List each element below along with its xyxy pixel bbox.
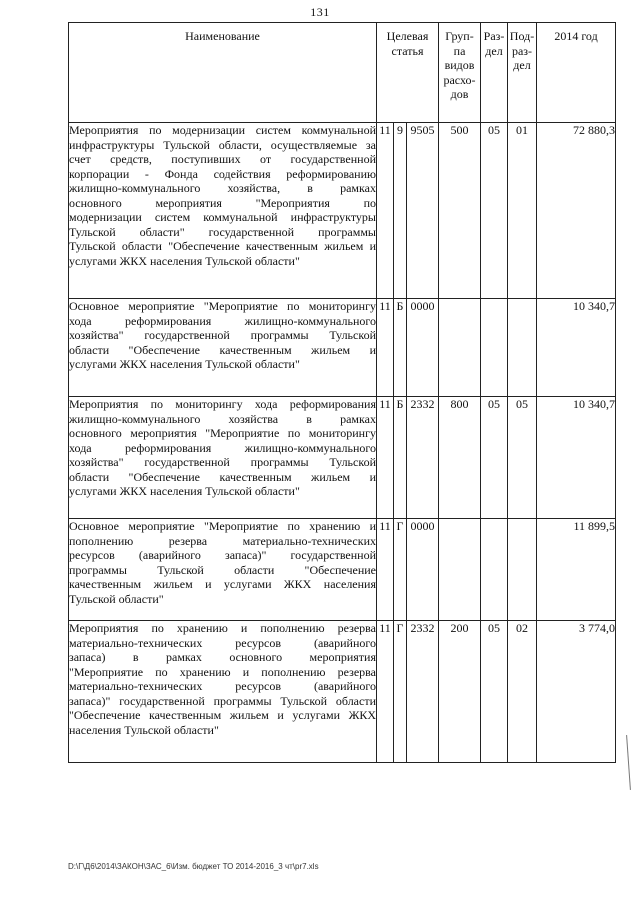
section-code — [481, 519, 508, 621]
row-name-line: услугами ЖКХ населения Тульской области" — [69, 484, 300, 498]
header-line: па — [453, 43, 466, 58]
row-name-line: Основное мероприятие "Мероприятие по хранению и — [69, 519, 376, 533]
code-program: 11 — [377, 621, 394, 763]
code-program: 11 — [377, 123, 394, 299]
budget-table — [68, 22, 616, 763]
code-program: 11 — [377, 299, 394, 397]
row-name-line: пополнению резерва материально-технических — [69, 533, 376, 548]
row-name-line: услугами ЖКХ населения Тульской области" — [69, 357, 300, 371]
row-name-line: области "Обеспечение качественным жильем и — [69, 469, 376, 484]
footer-file-path: D:\Г\Д6\2014\ЗАКОН\ЗАС_6\Изм. бюджет ТО 2014-2016_3 чт\pr7.xls — [68, 862, 319, 871]
row-name — [69, 397, 377, 519]
subsection-code: 05 — [508, 397, 537, 519]
code-direction: 2332 — [407, 621, 439, 763]
row-name-line: хода реформирования жилищно-коммунального — [69, 313, 376, 328]
code-direction: 0000 — [407, 299, 439, 397]
code-program: 11 — [377, 397, 394, 519]
table-row — [69, 123, 616, 299]
row-name-line: области "Обеспечение качественным жильем и — [69, 342, 376, 357]
code-subprogram: Г — [394, 519, 407, 621]
row-name-line: инфраструктуры Тульской области, осуществляемые за — [69, 137, 376, 152]
header-line: дел — [513, 58, 531, 72]
row-name-line: хозяйства" государственной программы Тульской — [69, 328, 376, 342]
row-name — [69, 519, 377, 621]
amount-2014: 10 340,7 — [537, 397, 616, 519]
section-code: 05 — [481, 397, 508, 519]
row-name-line: жилищно-коммунального хозяйства, в рамках — [69, 181, 376, 195]
row-name-line: модернизации систем коммунальной инфраструктуры — [69, 210, 376, 224]
row-name-line: населения Тульской области" — [69, 722, 219, 737]
row-name-line: ресурсов (аварийного запаса)" государственной — [69, 548, 376, 562]
header-subsection — [508, 23, 537, 123]
row-name-line: материально-технических ресурсов (аварийного — [69, 635, 376, 650]
header-line: Груп- — [445, 29, 474, 43]
amount-2014: 10 340,7 — [537, 299, 616, 397]
row-name-line: Тульской области" — [69, 591, 164, 606]
row-name-line: основного мероприятия "Мероприятие по мониторингу — [69, 426, 376, 440]
code-program: 11 — [377, 519, 394, 621]
row-name-line: основного мероприятия "Мероприятия по — [69, 195, 376, 210]
row-name-line: жилищно-коммунального хозяйства в рамках — [69, 411, 376, 426]
table-row — [69, 519, 616, 621]
expense-group: 500 — [439, 123, 481, 299]
expense-group — [439, 519, 481, 621]
header-line: видов — [444, 58, 475, 72]
row-name-line: Тульской области" государственной программы — [69, 224, 376, 239]
row-name-line: хода реформирования жилищно-коммунального — [69, 440, 376, 455]
code-subprogram: Б — [394, 299, 407, 397]
section-code — [481, 299, 508, 397]
expense-group — [439, 299, 481, 397]
row-name-line: хозяйства" государственной программы Тульской — [69, 455, 376, 469]
row-name-line: Тульской области "Обеспечение качественным жильем и — [69, 239, 376, 253]
expense-group: 800 — [439, 397, 481, 519]
header-year: 2014 год — [537, 23, 616, 123]
row-name-line: Мероприятия по мониторингу хода реформирования — [69, 397, 376, 411]
header-line: Раз- — [483, 29, 505, 43]
header-line: раз- — [511, 43, 533, 58]
header-name: Наименование — [69, 23, 377, 123]
scan-edge-mark — [626, 735, 631, 790]
code-direction: 2332 — [407, 397, 439, 519]
amount-2014: 72 880,3 — [537, 123, 616, 299]
header-target-article: Целевая статья — [377, 23, 439, 123]
row-name-line: качественным жильем и услугами ЖКХ населения — [69, 577, 376, 591]
header-line: Под- — [509, 29, 535, 43]
table-row — [69, 299, 616, 397]
code-subprogram: 9 — [394, 123, 407, 299]
subsection-code — [508, 299, 537, 397]
row-name — [69, 621, 377, 763]
row-name-line: Мероприятия по модернизации систем коммунальной — [69, 123, 376, 137]
header-section — [481, 23, 508, 123]
header-row — [69, 23, 616, 123]
table-row — [69, 621, 616, 763]
row-name-line: "Мероприятие по хранению и пополнению резерва — [69, 664, 376, 679]
subsection-code: 02 — [508, 621, 537, 763]
expense-group: 200 — [439, 621, 481, 763]
row-name — [69, 123, 377, 299]
row-name — [69, 299, 377, 397]
code-subprogram: Г — [394, 621, 407, 763]
row-name-line: программы Тульской области "Обеспечение — [69, 562, 376, 577]
row-name-line: материально-технических ресурсов (аварийного — [69, 679, 376, 693]
table-row — [69, 397, 616, 519]
amount-2014: 11 899,5 — [537, 519, 616, 621]
code-direction: 9505 — [407, 123, 439, 299]
code-subprogram: Б — [394, 397, 407, 519]
section-code: 05 — [481, 123, 508, 299]
row-name-line: Мероприятия по хранению и пополнению резерва — [69, 621, 376, 635]
row-name-line: Основное мероприятие "Мероприятие по мониторингу — [69, 299, 376, 313]
code-direction: 0000 — [407, 519, 439, 621]
section-code: 05 — [481, 621, 508, 763]
row-name-line: запаса)" государственной программы Тульской области — [69, 693, 376, 708]
subsection-code — [508, 519, 537, 621]
row-name-line: "Обеспечение качественным жильем и услугами ЖКХ — [69, 708, 376, 722]
page-number: 131 — [310, 5, 330, 19]
amount-2014: 3 774,0 — [537, 621, 616, 763]
row-name-line: корпорации - Фонда содействия реформированию — [69, 166, 376, 181]
header-line: расхо- — [443, 72, 476, 87]
row-name-line: счет средств, поступивших от государственной — [69, 152, 376, 166]
header-expense-group — [439, 23, 481, 123]
header-line: дел — [485, 43, 503, 58]
header-line: дов — [450, 87, 469, 101]
row-name-line: запаса) в рамках основного мероприятия — [69, 650, 376, 664]
subsection-code: 01 — [508, 123, 537, 299]
row-name-line: услугами ЖКХ населения Тульской области" — [69, 253, 300, 268]
